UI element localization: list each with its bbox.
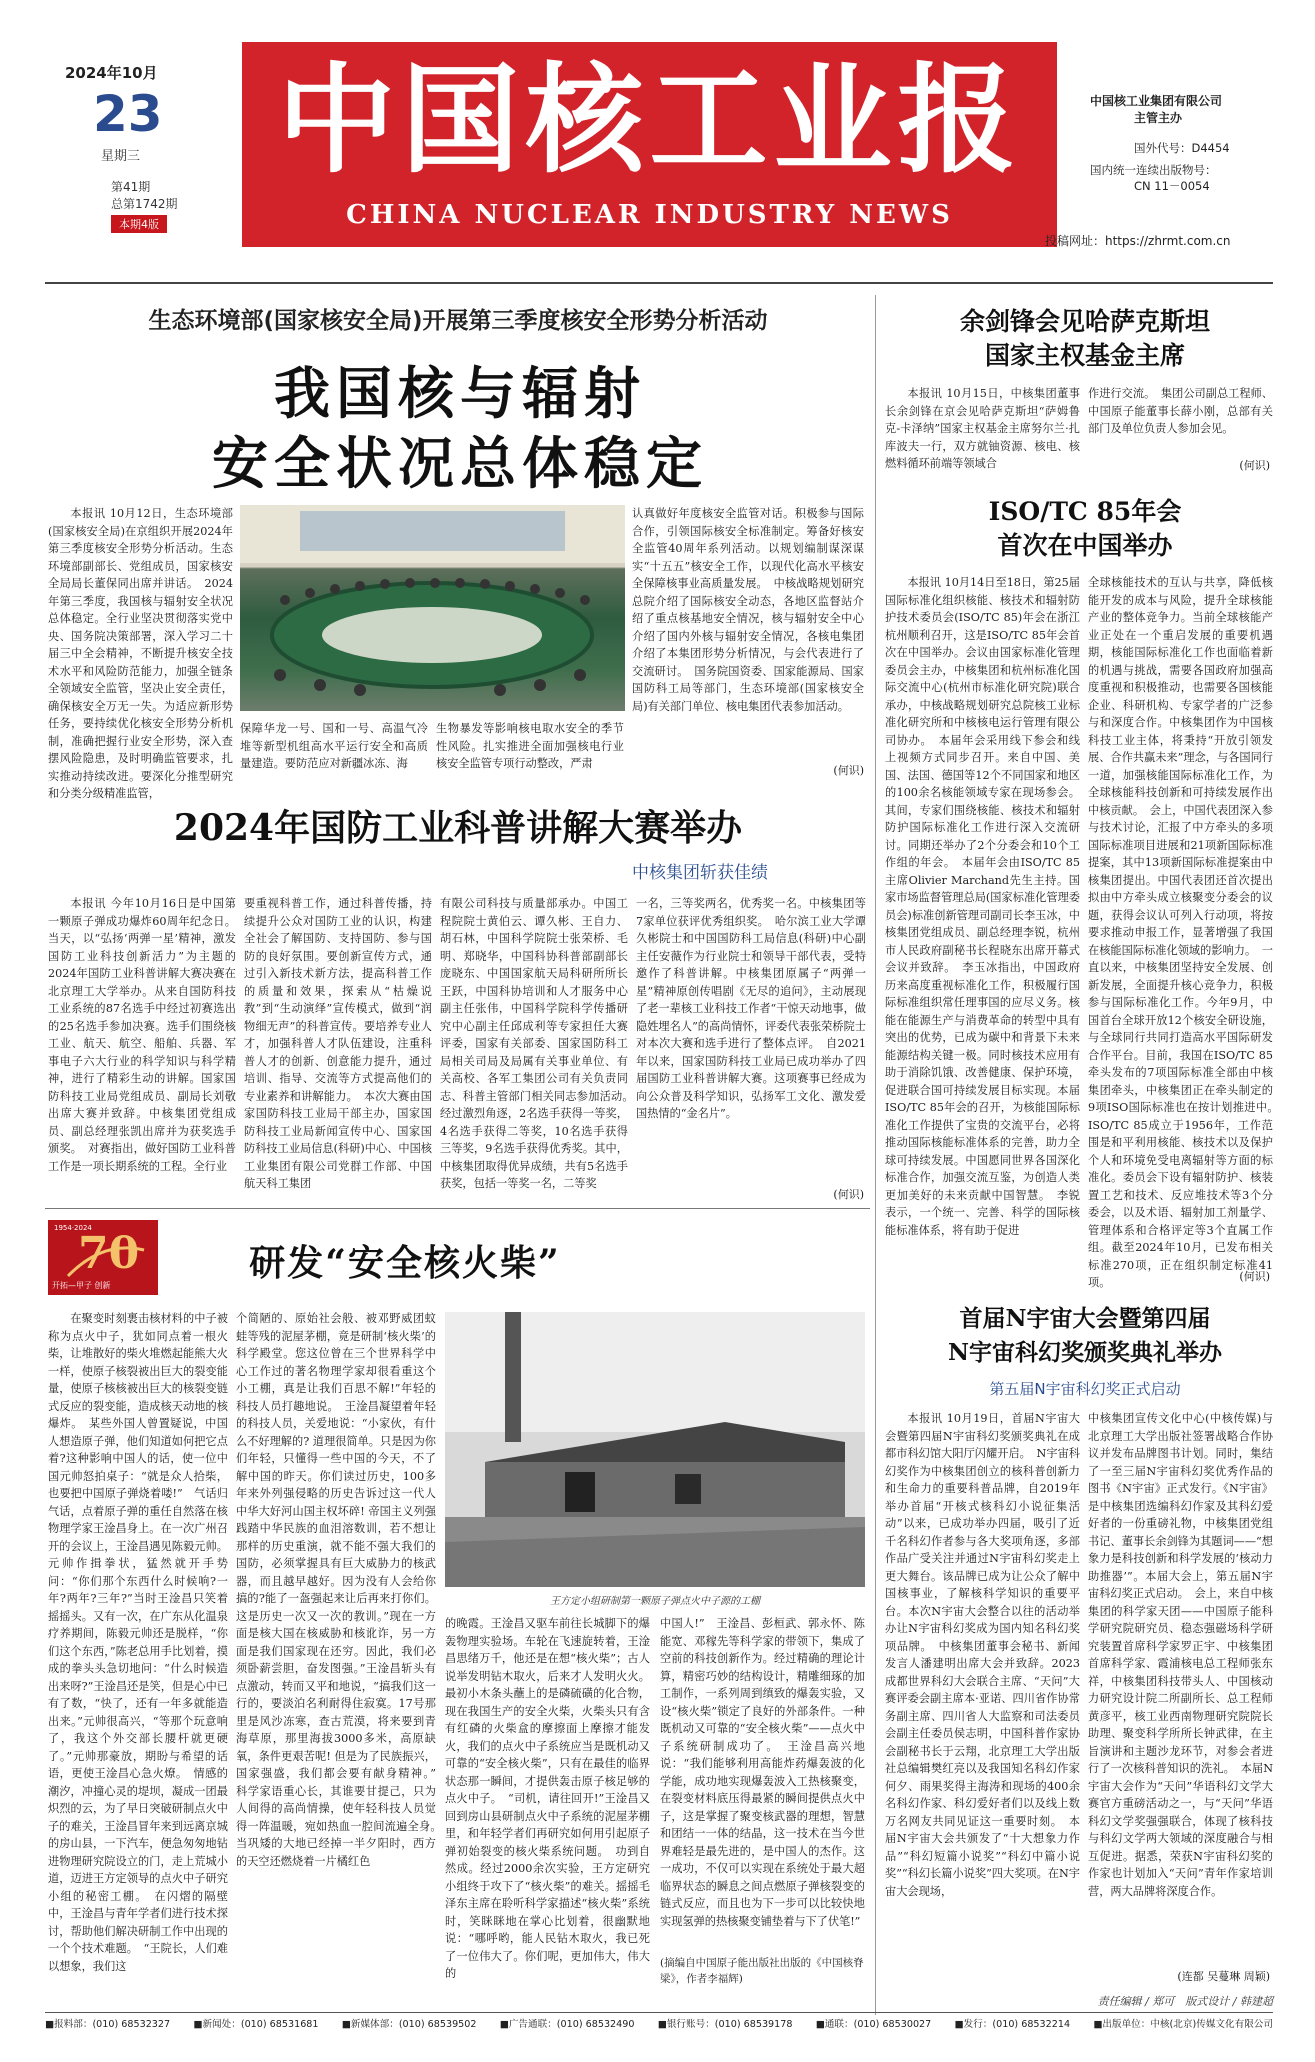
publisher-block — [1090, 92, 1300, 202]
footer-item: ■新闻处：(010) 68531681 — [193, 2019, 319, 2030]
r2-byline: (何识) — [1239, 1270, 1270, 1283]
meeting-room-illustration — [240, 505, 625, 711]
editor-credits: 责任编辑 / 郑可 版式设计 / 韩建超 — [1097, 1995, 1273, 2008]
date-year-month: 2024年10月 — [65, 64, 158, 82]
a3-title: 研发“安全核火柴” — [249, 1242, 561, 1284]
a2-byline: (何识) — [833, 1188, 864, 1201]
a2-col1: 本报讯 今年10月16日是中国第一颗原子弹成功爆炸60周年纪念日。当天，以“弘扬‘两弹一星’精神，激发国防工业科技创新活力”为主题的2024年国防工业科普讲解大赛决赛在北京理工大学举办。从来自国防科技工业系统的87名选手中经过初赛选出的25名选手参加决赛。选手们围绕核工业、航天、航空、船舶、兵器、军事电子六大行业的科学知识与科学精神，进行了精彩生动的讲解。国家国防科技工业局党组成员、副局长刘敬出席大赛并致辞。中核集团党组成员、副总经理张凯出席并为获奖选手颁奖。 对赛指出，做好国防工业科普工作是一项长期系统的工程。全行业 — [48, 897, 236, 1173]
r3-col2: 中核集团宣传文化中心(中核传媒)与北京理工大学出版社签署战略合作协议并发布品牌图书计划。同时，集结了一至三届N宇宙科幻奖优秀作品的图书《N宇宙》正式发行。《N宇宙》是中核集团选编科幻作家及其科幻爱好者的一份重磅礼物，中核集团党组书记、董事长余剑锋为其题词——“想象力是科技创新和科学发展的‘核动力助推器’”。本届大会上，第五届N宇宙科幻奖正式启动。 会上，来自中核集团的科学家天团——中国原子能科学研究院研究员、稳态强磁场科学研究装置首席科学家罗正宇、中核集团首席科学家、霞浦核电总工程师张东祥，中核集团科技带头人、中国核动力研究设计院二所副所长、总工程师黄彦平，核工业西南物理研究院院长助理、聚变科学所所长钟武律，在主旨演讲和主题沙龙环节，对参会者进行了一次核科普知识的洗礼。 本届N宇宙大会作为“天问”华语科幻文学大赛官方重磅活动之一，与“天问”华语科幻文学奖强强联合，体现了核科技与科幻文学两大领域的深度融合与相互促进。据悉，荣获N宇宙科幻奖的作家也计划加入“天问”青年作家培训营，两大品牌将深度合作。 — [1088, 1412, 1273, 1898]
r3-title-line1: 首届N宇宙大会暨第四届 — [959, 1305, 1211, 1332]
cn-code: CN 11－0054 — [1134, 179, 1210, 193]
a1-col2: 保障华龙一号、国和一号、高温气冷堆等新型机组高水平运行安全和高质量建造。要防范应对新疆冰冻、海 — [240, 722, 428, 770]
r3-subtitle: 第五届N宇宙科幻奖正式启动 — [989, 1380, 1181, 1398]
footer-contacts — [45, 2016, 1273, 2036]
masthead-rule — [45, 282, 1273, 284]
footer-rule — [45, 2012, 1273, 2013]
r3-byline: (连都 吴蔓琳 周颖) — [1177, 1970, 1270, 1983]
r2-col1: 本报讯 10月14日至18日，第25届国际标准化组织核能、核技术和辐射防护技术委员会(ISO/TC 85)年会在浙江杭州顺利召开，这是ISO/TC 85年会首次在中国举办。会议由国家标准化管理委员会主办，中核集团和杭州标准化国际交流中心(杭州市标准化研究院)联合承办，中核战略规划研究总院核工业标准化研究所和中核核电运行管理有限公司协办。 本届年会采用线下参会和线上视频方式同步召开。来自中国、美国、法国、德国等12个不同国家和地区的100余名核能领域专家在现场参会。其间，专家们围绕核能、核技术和辐射防护国际标准化工作进行深入交流研讨。同期还举办了2个分委会和10个工作组的年会。 本届年会由ISO/TC 85主席Olivier Marchand先生主持。国家市场监督管理总局(国家标准化管理委员会)标准创新管理司副司长李玉冰，中核集团党组成员、副总经理李锐，杭州市人民政府副秘书长程晓东出席开幕式会议并致辞。 李玉冰指出，中国政府历来高度重视标准化工作，积极履行国际标准组织常任理事国的应尽义务。核能在能源生产与消费革命的转型中具有突出的优势，已成为碳中和背景下未来能源结构关键一极。同时核技术应用有助于消除饥饿、改善健康、保护环境，促进联合国可持续发展目标实现。本届ISO/TC 85年会的召开，为核能国际标准化工作提供了宝贵的交流平台，必将推动国际核能标准体系的完善，助力全球可持续发展。中国愿同世界各国深化标准合作，加强交流互鉴，为创造人类更加美好的未来贡献中国智慧。 李锐表示，一个统一、完善、科学的国际核能标准体系，将有助于促进 — [885, 576, 1080, 1237]
issue-number: 第41期 — [111, 180, 151, 194]
footer-item: ■报料部：(010) 68532327 — [45, 2019, 171, 2030]
logo-caption: 开拓—甲子 创新 — [52, 1281, 111, 1290]
page-count-badge: 本期4版 — [111, 215, 167, 233]
date-block — [65, 62, 245, 233]
a1-col3: 生物暴发等影响核电取水安全的季节性风险。扎实推进全面加强核电行业核安全监管专项行动整改，严肃 — [436, 722, 624, 770]
a2-col2: 要重视科普工作，通过科普传播，持续提升公众对国防工业的认识，构建全社会了解国防、支持国防、参与国防的良好氛围。要创新宣传方式，通过引入新技术新方法，提高科普工作的质量和效果，探索从“枯燥说教”到“生动演绎”宣传模式，做到“润物细无声”的科普宣传。要培养专业人才，加强科普人才队伍建设，注重科普人才的创新、创意能力提升，通过培训、指导、交流等方式提高他们的专业素养和讲解能力。 本次大赛由国家国防科技工业局干部主办，国家国防科技工业局新闻宣传中心、国家国防科技工业局信息(科研)中心、中国核工业集团有限公司党群工作部、中国航天科工集团 — [244, 897, 432, 1190]
submission-site[interactable]: 投稿网址：https://zhrmt.com.cn — [1045, 234, 1231, 248]
r1-title-line1: 余剑锋会见哈萨克斯坦 — [959, 307, 1210, 336]
a3-photo-caption: 王方定小组研制第一颗原子弹点火中子源的工棚 — [550, 1596, 760, 1607]
r1-byline: (何识) — [1239, 459, 1270, 472]
r2-title-line1: ISO/TC 85年会 — [988, 497, 1182, 526]
a3-workshed-photo — [445, 1312, 865, 1587]
a3-source-note: (摘编自中国原子能出版社出版的《中国核脊梁》，作者李福辉) — [660, 1957, 864, 1985]
masthead — [0, 0, 1315, 285]
footer-item: ■出版单位：中核(北京)传媒文化有限公司 — [1093, 2019, 1273, 2030]
cn-code-label: 国内统一连续出版物号： — [1090, 163, 1217, 177]
r3-title-line2: N宇宙科幻奖颁奖典礼举办 — [947, 1339, 1223, 1366]
r1-col1: 本报讯 10月15日，中核集团董事长余剑锋在京会见哈萨克斯坦“萨姆鲁克-卡泽纳”国家主权基金主席努尔兰·扎库波夫一行，双方就铀资源、核电、核燃料循环前端等领域合 — [885, 387, 1080, 470]
a1-kicker: 生态环境部(国家核安全局)开展第三季度核安全形势分析活动 — [148, 308, 768, 334]
weekday: 星期三 — [101, 149, 141, 164]
svg-text:70: 70 — [78, 1228, 140, 1279]
newspaper-title-en: CHINA NUCLEAR INDUSTRY NEWS — [346, 200, 953, 230]
footer-item: ■新媒体部：(010) 68539502 — [341, 2019, 477, 2030]
a1-col1: 本报讯 10月12日，生态环境部(国家核安全局)在京组织开展2024年第三季度核安全形势分析活动。生态环境部副部长、党组成员，国家核安全局局长董保同出席并讲话。 2024年第三季度，我国核与辐射安全状况总体稳定。全行业坚决贯彻落实党中央、国务院决策部署，深入学习二十届三中全会精神，不断提升核安全技术水平和风险防范能力，加强全链条全领域安全监管，坚决止安全责任，确保核安全万无一失。为适应新形势任务，要持续优化核安全形势分析机制，准确把握行业安全形势，深入查摆风险隐患，及时明确监管要求，扎实推动持续改进。要深化分推型研究和分类分级精准监管， — [48, 507, 233, 800]
a2-col3: 有限公司科技与质量部承办。中国工程院院士黄伯云、谭久彬、王自力、胡石林，中国科学院院士张荣桥、毛明、郑晓华，中国科协科普部副部长庞晓东、中国国家航天局科研所所长王跃，中国科协培训和人才服务中心副主任张伟，中国科学院科学传播研究中心副主任邱成利等专家担任大赛评委，国家有关部委、国家国防科工局相关司局及局属有关事业单位、有关高校、各军工集团公司有关负责同志、科普主管部门相关同志参加活动。 经过激烈角逐，2名选手获得一等奖，4名选手获得二等奖，10名选手获得三等奖，9名选手获得优秀奖。其中，中核集团取得优异成绩，共有5名选手获奖，包括一等奖一名，二等奖 — [440, 897, 640, 1190]
a1-title-line1: 我国核与辐射 — [274, 361, 646, 427]
intl-code: 国外代号：D4454 — [1134, 141, 1230, 155]
footer-item: ■发行：(010) 68532214 — [954, 2019, 1071, 2030]
a2-subtitle: 中核集团斩获佳绩 — [632, 863, 768, 883]
newspaper-title: 中国核工业报 — [277, 50, 1022, 189]
a3-col1: 在聚变时刻裹击核材料的中子被称为点火中子，犹如同点着一根火柴，让堆散好的柴火堆燃起能熊大火一样，使原子核裂被出巨大的裂变能量，使原子核核被出巨大的核裂变链式反应的裂变能，造成核天动地的核爆炸。 某些外国人曾置疑说，中国人想造原子弹，他们知道如何把它点着?这种影响中国人的话，使一位中国元帅怒拍桌子：“就是众人拾柴，也要把中国原子弹烧着喽!” 气话归气话，点着原子弹的重任自然落在核物理学家王淦昌身上。在一次广州召开的会议上，王淦昌遇见陈毅元帅。元帅作揖拳状，猛然就开手势问：“你们那个东西什么时候响?一年?两年?三年?”当时王淦昌只笑着摇摇头。又有一次，在广东从化温泉疗养期间，陈毅元帅还是脱样，“你们这个东西，”陈老总用手比划着，摸成的拳头头急切地问：“什么时候造出来呀?”王淦昌还是笑，但是心中已有了数，“快了，还有一年多就能造出来。”元帅很高兴，“等那个玩意响了，我这个外交部长腰杆就更硬了。”元帅那豪放，期盼与希望的话语，更使王淦昌心急火燎。 情感的潮汐，冲撞心灵的堤坝，凝成一团最炽烈的云，为了早日突破研制点火中子的难关，王淦昌冒年来到远离京城的房山县，一下汽车，便急匆匆地钻进物理研究院设立的门，走上荒城小道，迈进王方定领导的点火中子研究小组的秘密工棚。 在闪熠的隔壁中，王淦昌与青年学者们进行技术探讨，帮助他们解决研制工作中出现的一个个技术难题。 “王院长，人们难以想象，我们这 — [48, 1312, 228, 1973]
a3-col2: 个简陋的、原始社会般、被邓野威团蚊蛙等残的泥屋茅棚，竟是研制‘核火柴’的科学殿堂。您这位曾在三个世界科学中心工作过的著名物理学家却很看重这个小工棚，真是让我们百思不解!”年轻的科技人员打趣地说。 王淦昌凝望着年轻的科技人员，关爱地说：“小家伙，有什么不好理解的? 道理很简单。只是因为你们年轻，只懂得一些中国的今天，不了解中国的昨天。你们读过历史，100多年来外列强侵略的历史告诉过这一代人中华大好河山国主权坏碎! 帝国主义列强践踏中华民族的血泪溶数训，若不想让那样的历史重演，就不能不强大我们的国防，必须掌握具有巨大威胁力的核武器，而且越早越好。因为没有人会给你搞的?能了一盔强起来让后再来打你们。这是历史一次又一次的教训。”现在一方面是核大国在核威胁和核讹诈，另一方面是我们国家现在还穷。因此，我们必须卧薪尝胆，奋发图强。”王淦昌斩头有点激动，转而又平和地说，“搞我们这一行的，要淡泊名利耐得住寂寞。17号那里是风沙冻寒，查古荒漠，将来要到青海草原，那里海拔3000多米，高原缺氧，条件更艰苦呢! 但是为了民族振兴，国家强盛，我们都会要有献身精神。” 科学家语重心长，其谁要甘提己，只为人间得的高尚情操，使年轻科技人员觉得一阵温暖，宛如热血一腔间流遍全身。 当巩矮的大地已经掉一半夕阳时，西方的天空还燃烧着一片橘红色 — [236, 1312, 448, 1868]
sponsor-role: 主管主办 — [1134, 111, 1183, 125]
footer-item: ■通联：(010) 68530027 — [815, 2019, 932, 2030]
date-day: 23 — [93, 85, 163, 143]
r2-col2: 全球核能技术的互认与共享，降低核能开发的成本与风险，提升全球核能产业的整体竞争力。当前全球核能产业正处在一个重启发展的重要机遇期，核能国际标准化工作也面临着新的机遇与挑战，需要各国政府加强高度重视和积极推动，也需要各国核能企业、科研机构、专家学者的广泛参与和深度合作。中核集团作为中国核科技工业主体，将秉持“开放引领发展、合作共赢未来”理念，与各国同行一道，加强核能国际标准化工作，为全球核能科技创新和可持续发展作出中核贡献。 会上，中国代表团深入参与技术讨论，汇报了中方牵头的多项国际标准项目进展和21项新国际标准提案，其中13项新国际标准提案由中核集团提出。中国代表团还首次提出拟由中方牵头成立核聚变分委会的议题，获得会议认可列入行动项，将按要求推动申报工作，显著增强了我国在核能国际标准化领域的影响力。 一直以来，中核集团坚持安全发展、创新发展，全面提升核心竞争力，积极参与国际标准化工作。今年9月，中国首台全球开放12个核安全研设施，与全球同行共同打造高水平国际研发合作平台。目前，我国在ISO/TC 85牵头发布的7项国际标准全部由中核集团牵头，中核集团正在牵头制定的9项ISO国际标准也在按计划推进中。 ISO/TC 85成立于1956年，工作范围是和平利用核能、核技术以及保护个人和环境免受电离辐射等方面的标准化。委员会下设有辐射防护、核装置工艺和技术、反应堆技术等3个分委会，以及术语、辐射加工剂量学、管理体系和合格评定等3个直属工作组。截至2024年10月，已发布相关标准270项，正在组织制定标准41项。 — [1088, 576, 1285, 1289]
total-issue: 总第1742期 — [111, 197, 178, 211]
column-divider — [875, 295, 876, 2015]
a1-col4: 认真做好年度核安全监管对话。积极参与国际合作，引领国际核安全标准制定。筹备好核安全监管40周年系列活动。以规划编制谋深谋实“十五五”核安全工作，以现代化高水平核安全保障核事业高质量发展。 中核战略规划研究总院介绍了国际核安全动态，各地区监督站介绍了重点核基地安全情况，核与辐射安全中心介绍了国内外核与辐射安全情况，各核电集团介绍了本集团形势分析情况，与会代表进行了交流研讨。 国务院国资委、国家能源局、国家国防科工局等部门，生态环境部(国家核安全局)有关部门单位、核电集团代表参加活动。 — [632, 507, 864, 713]
a2-col4: 一名，三等奖两名，优秀奖一名。中核集团等7家单位获评优秀组织奖。 哈尔滨工业大学谭久彬院士和中国国防科工局信息(科研)中心副主任安薇作为行业院士和领导干部代表，受特邀作了科普讲解。中核集团原属子“两弹一星”精神原创传唱剧《无尽的追问》，主动展现了老一辈核工业科技工作者“干惊天动地事，做隐姓埋名人”的高尚情怀，评委代表张荣桥院士对本次大赛和选手进行了整体点评。 自2021年以来，国家国防科技工业局已成功举办了四届国防工业科普讲解大赛。这项赛事已经成为向公众普及科学知识，弘扬军工文化、激发爱国热情的“金名片”。 — [636, 897, 866, 1120]
r2-title-line2: 首次在中国举办 — [997, 531, 1173, 560]
a2-title: 2024年国防工业科普讲解大赛举办 — [173, 807, 743, 849]
a1-meeting-photo — [240, 505, 625, 711]
r1-title-line2: 国家主权基金主席 — [984, 341, 1185, 370]
historical-shed-illustration — [445, 1312, 865, 1587]
a1-byline: (何识) — [833, 764, 864, 777]
anniversary-logo — [48, 1220, 158, 1295]
footer-item: ■广告通联：(010) 68532490 — [499, 2019, 635, 2030]
masthead-banner — [242, 42, 1057, 247]
logo-years: 1954·2024 — [54, 1224, 92, 1232]
a3-col4: 中国人!” 王淦昌、彭桓武、郭永怀、陈能宽、邓稼先等科学家的带领下，集成了空前的科技创新作为。经过精确的理论计算，精密巧妙的结构设计，精雕细琢的加工制作，一系列周到缜致的爆轰实验，又设“核火柴”锁定了良好的外部条件。一种既机动又可靠的“安全核火柴”——点火中子系统研制成功了。 王淦昌高兴地说：“我们能够利用高能炸药爆轰波的化学能，成功地实现爆轰波入工热核聚变，在裂变材料底压得最紧的瞬间提供点火中子，这是掌握了聚变核武器的理想，智慧和团结一一体的结晶，这一技术在当今世界难轻是最先进的，是中国人的杰作。这一成功，不仅可以实现在系统处于最大超临界状态的瞬息之间点燃原子弹核裂变的链式反应，而且也为下一步可以比较快地实现氢弹的热核聚变铺垫着与下了伏笔!” — [660, 1617, 865, 1928]
footer-item: ■银行账号：(010) 68539178 — [657, 2019, 793, 2030]
r1-col2: 作进行交流。 集团公司副总工程师、中国原子能董事长薛小刚，总部有关部门及单位负责人参加会见。 — [1088, 387, 1273, 435]
a1-title-line2: 安全状况总体稳定 — [212, 431, 708, 497]
a3-col3: 的晚霞。王淦昌又驱车前往长城脚下的爆轰物理实验场。车轮在飞速旋转着，王淦昌思绪万千，他还是在想“核火柴”；古人说举发明钻木取火，后来才人发明火火。最初小木条头蘸上的是磷硫磺的化合物，现在我国生产的安全火柴，火柴头只有含有红磷的火柴盒的摩擦面上摩擦才能发火，我们的点火中子系统应当是既机动又可靠的“安全核火柴”，只有在最佳的临界状态那一瞬间，才提供轰击原子核足够的点火中子。 “司机，请往回开!”王淦昌又回到房山县研制点火中子系统的泥屋茅棚里，和年轻学者们再研究如何用引起原子弹初始裂变的核火柴系统问题。 功到自然成。经过2000余次实验，王方定研究小组终于攻下了“核火柴”的难关。摇摇毛泽东主席在聆听科学家描述“核火柴”系统时，笑眯眯地在掌心比划着，很幽默地说：“哪呼哟，能人民钻木取火，我已死了一位伟大了。你们呢，更加伟大，伟大的 — [445, 1617, 650, 1980]
r3-col1: 本报讯 10月19日，首届N宇宙大会暨第四届N宇宙科幻奖颁奖典礼在成都市科幻馆大阳厅闪耀开启。 N宇宙科幻奖作为中核集团创立的核科普创新力和生命力的重要科普品牌，自2019年举办首届“开核式核科幻小说征集活动”以来，已成功举办四届，吸引了近千名科幻作者参与各大奖项角逐，多部作品广受关注并通过N宇宙科幻奖走上更大舞台。该品牌已成为让公众了解中国核事业，了解核科学知识的重要平台。本次N宇宙大会整合以往的活动举办让N宇宙科幻奖成为国内知名科幻奖项品牌。 中核集团董事会秘书、新闻发言人潘建明出席大会并致辞。2023成都世界科幻大会联合主席、“天问”大赛评委会副主席本·亚诺、四川省作协常务副主席、四川省人大监察和司法委员会副主任委员侯志明，中国科普作家协会副秘书长于云翔，北京理工大学出版社总编辑樊红亮以及我国知名科幻作家何夕、雨果奖得主海涛和现场的400余名科幻作家、科幻爱好者们以及线上数万名网友共同见证这一重要时刻。 本届N宇宙大会共颁发了“十大想象力作品”“科幻短篇小说奖”“科幻中篇小说奖”“科幻长篇小说奖”四大奖项。在N宇宙大会现场， — [885, 1412, 1080, 1898]
sponsor: 中国核工业集团有限公司 — [1090, 94, 1223, 108]
section-rule-left — [45, 1208, 870, 1209]
